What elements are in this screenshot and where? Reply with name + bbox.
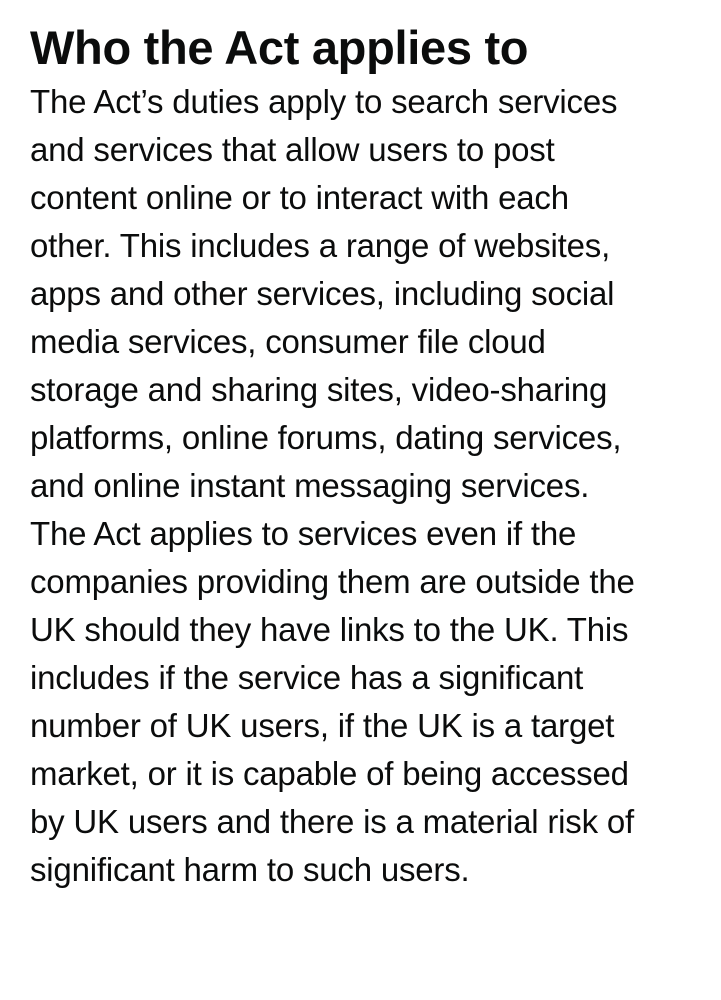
- text-line: media services, consumer file cloud: [30, 323, 546, 360]
- section-heading: Who the Act applies to: [30, 21, 529, 74]
- paragraph-act-scope-uk: [30, 510, 701, 894]
- text-line: market, or it is capable of being accessed: [30, 755, 629, 792]
- text-line: content online or to interact with each: [30, 179, 569, 216]
- text-line: companies providing them are outside the: [30, 563, 635, 600]
- text-line: significant harm to such users.: [30, 851, 470, 888]
- text-line: number of UK users, if the UK is a target: [30, 707, 615, 744]
- text-line: apps and other services, including social: [30, 275, 615, 312]
- text-line: and services that allow users to post: [30, 131, 555, 168]
- text-line: The Act’s duties apply to search services: [30, 83, 618, 120]
- text-line: by UK users and there is a material risk of: [30, 803, 634, 840]
- text-line: The Act applies to services even if the: [30, 515, 577, 552]
- text-line: storage and sharing sites, video-sharing: [30, 371, 608, 408]
- text-line: UK should they have links to the UK. This: [30, 611, 629, 648]
- text-line: other. This includes a range of websites,: [30, 227, 611, 264]
- text-line: platforms, online forums, dating services,: [30, 419, 622, 456]
- text-line: and online instant messaging services.: [30, 467, 590, 504]
- paragraph-act-duties: [30, 78, 701, 510]
- text-line: includes if the service has a significant: [30, 659, 584, 696]
